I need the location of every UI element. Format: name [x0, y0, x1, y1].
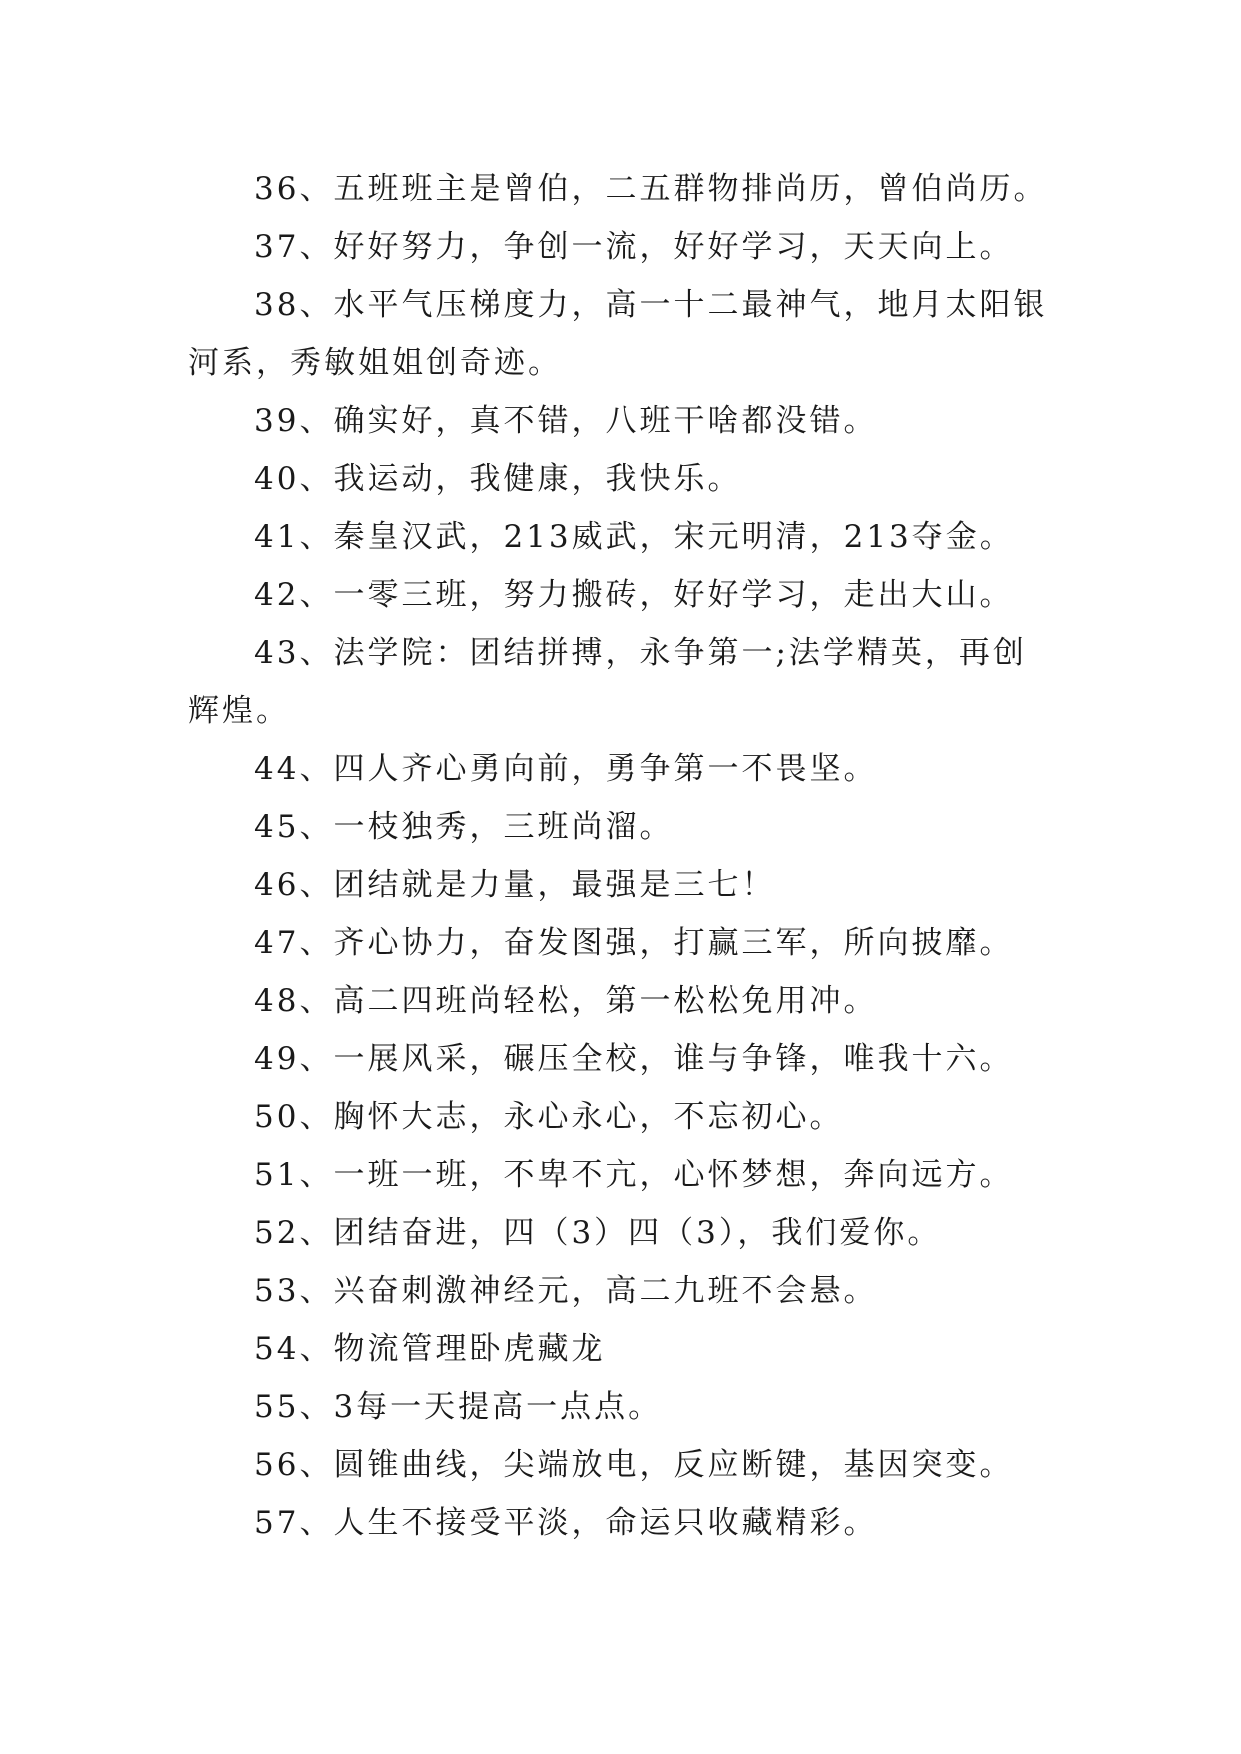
paragraph-54: 54、物流管理卧虎藏龙 [254, 1331, 606, 1367]
paragraph-40: 40、我运动，我健康，我快乐。 [254, 461, 742, 497]
paragraph-49: 49、一展风采，碾压全校，谁与争锋，唯我十六。 [254, 1041, 1014, 1077]
paragraph-44: 44、四人齐心勇向前，勇争第一不畏坚。 [254, 751, 878, 787]
paragraph-41: 41、秦皇汉武，213威武，宋元明清，213夺金。 [254, 519, 1014, 555]
paragraph-47: 47、齐心协力，奋发图强，打赢三军，所向披靡。 [254, 925, 1014, 961]
paragraph-39: 39、确实好，真不错，八班干啥都没错。 [254, 403, 878, 439]
paragraph-36: 36、五班班主是曾伯，二五群物排尚历，曾伯尚历。 [254, 171, 1048, 207]
paragraph-50: 50、胸怀大志，永心永心，不忘初心。 [254, 1099, 844, 1135]
paragraph-53: 53、兴奋刺激神经元，高二九班不会悬。 [254, 1273, 878, 1309]
paragraph-42: 42、一零三班，努力搬砖，好好学习，走出大山。 [254, 577, 1014, 613]
paragraph-48: 48、高二四班尚轻松，第一松松免用冲。 [254, 983, 878, 1019]
paragraph-51: 51、一班一班，不卑不亢，心怀梦想，奔向远方。 [254, 1157, 1014, 1193]
paragraph-52: 52、团结奋进，四（3）四（3），我们爱你。 [254, 1215, 942, 1251]
paragraph-45: 45、一枝独秀，三班尚溜。 [254, 809, 674, 845]
paragraph-38: 38、水平气压梯度力，高一十二最神气，地月太阳银河系，秀敏姐姐创奇迹。 [188, 287, 1048, 381]
paragraph-46: 46、团结就是力量，最强是三七！ [254, 867, 776, 903]
paragraph-57: 57、人生不接受平淡，命运只收藏精彩。 [254, 1505, 878, 1541]
paragraph-37: 37、好好努力，争创一流，好好学习，天天向上。 [254, 229, 1014, 265]
document-body [188, 160, 1058, 1552]
paragraph-56: 56、圆锥曲线，尖端放电，反应断键，基因突变。 [254, 1447, 1014, 1483]
paragraph-43: 43、法学院：团结拼搏，永争第一;法学精英，再创辉煌。 [188, 635, 1027, 729]
paragraph-55: 55、3每一天提高一点点。 [254, 1389, 663, 1425]
